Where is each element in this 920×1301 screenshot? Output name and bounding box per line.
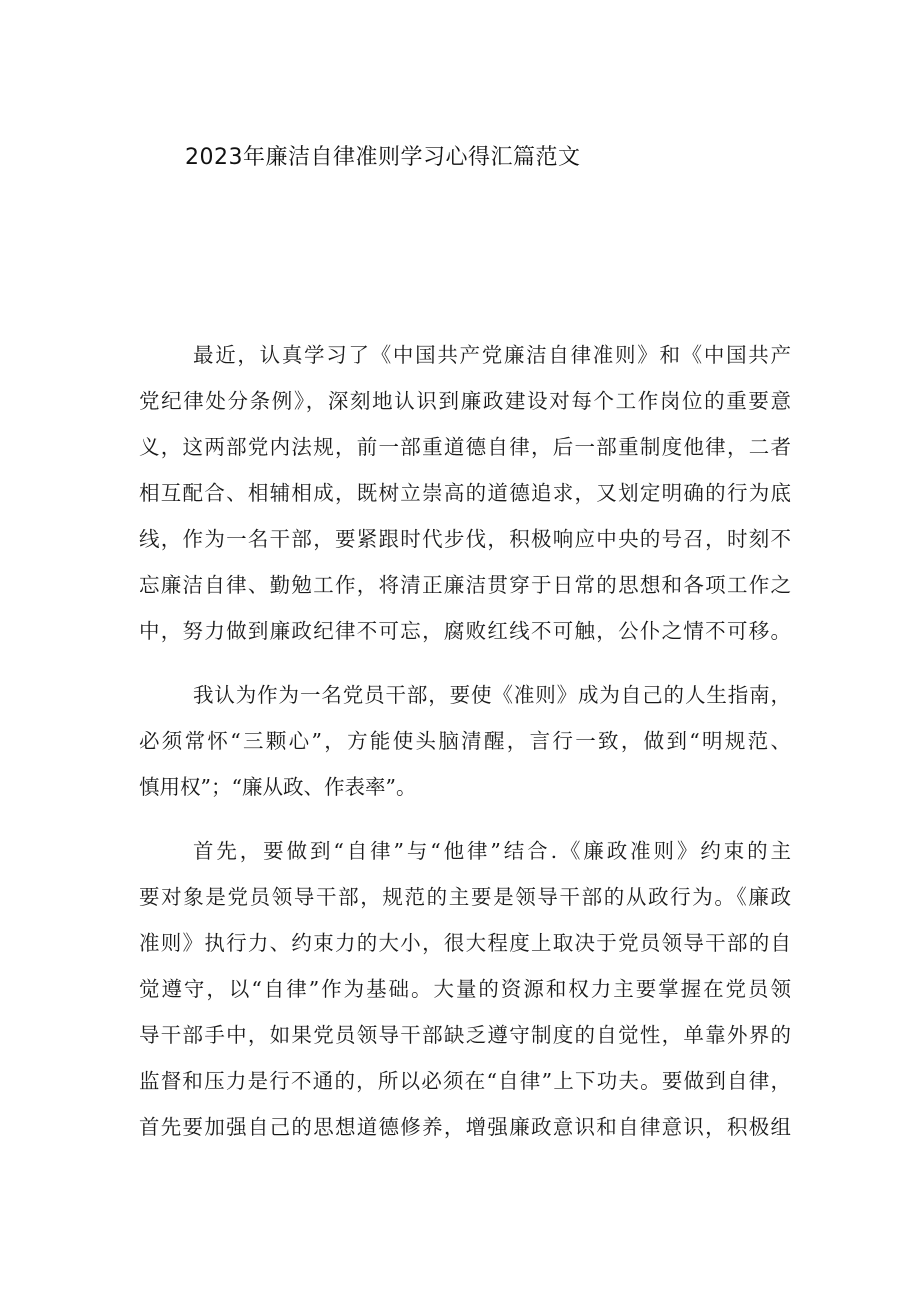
paragraph-line: 线，作为一名干部，要紧跟时代步伐，积极响应中央的号召，时刻不 — [139, 527, 791, 551]
paragraph-1 — [139, 332, 791, 654]
paragraph-line: 相互配合、相辅相成，既树立崇高的道德追求，又划定明确的行为底 — [139, 481, 791, 505]
paragraph-2 — [139, 672, 791, 810]
paragraph-line: 准则》执行力、约束力的大小，很大程度上取决于党员领导干部的自 — [139, 931, 791, 955]
paragraph-line: 导干部手中，如果党员领导干部缺乏遵守制度的自觉性，单靠外界的 — [139, 1023, 791, 1047]
paragraph-line: 义，这两部党内法规，前一部重道德自律，后一部重制度他律，二者 — [139, 435, 791, 459]
paragraph-3 — [139, 828, 791, 1150]
paragraph-line: 党纪律处分条例》，深刻地认识到廉政建设对每个工作岗位的重要意 — [139, 389, 791, 413]
document-body — [139, 332, 791, 1168]
paragraph-line: 觉遵守，以“自律”作为基础。大量的资源和权力主要掌握在党员领 — [139, 977, 791, 1001]
paragraph-line: 首先，要做到“自律”与“他律”结合.《廉政准则》约束的主 — [193, 839, 791, 863]
paragraph-line: 慎用权”；“廉从政、作表率”。 — [139, 775, 417, 799]
paragraph-line: 要对象是党员领导干部，规范的主要是领导干部的从政行为。《廉政 — [139, 885, 791, 909]
paragraph-line: 忘廉洁自律、勤勉工作，将清正廉洁贯穿于日常的思想和各项工作之 — [139, 573, 791, 597]
paragraph-line: 我认为作为一名党员干部，要使《准则》成为自己的人生指南， — [193, 683, 791, 707]
paragraph-line: 必须常怀“三颗心”，方能使头脑清醒，言行一致，做到“明规范、 — [139, 729, 791, 753]
paragraph-line: 最近，认真学习了《中国共产党廉洁自律准则》和《中国共产 — [193, 343, 791, 367]
document-title: 2023年廉洁自律准则学习心得汇篇范文 — [185, 145, 581, 170]
paragraph-line: 中，努力做到廉政纪律不可忘，腐败红线不可触，公仆之情不可移。 — [139, 619, 791, 643]
paragraph-line: 监督和压力是行不通的，所以必须在“自律”上下功夫。要做到自律， — [139, 1069, 791, 1093]
paragraph-line: 首先要加强自己的思想道德修养，增强廉政意识和自律意识，积极组 — [139, 1115, 791, 1139]
